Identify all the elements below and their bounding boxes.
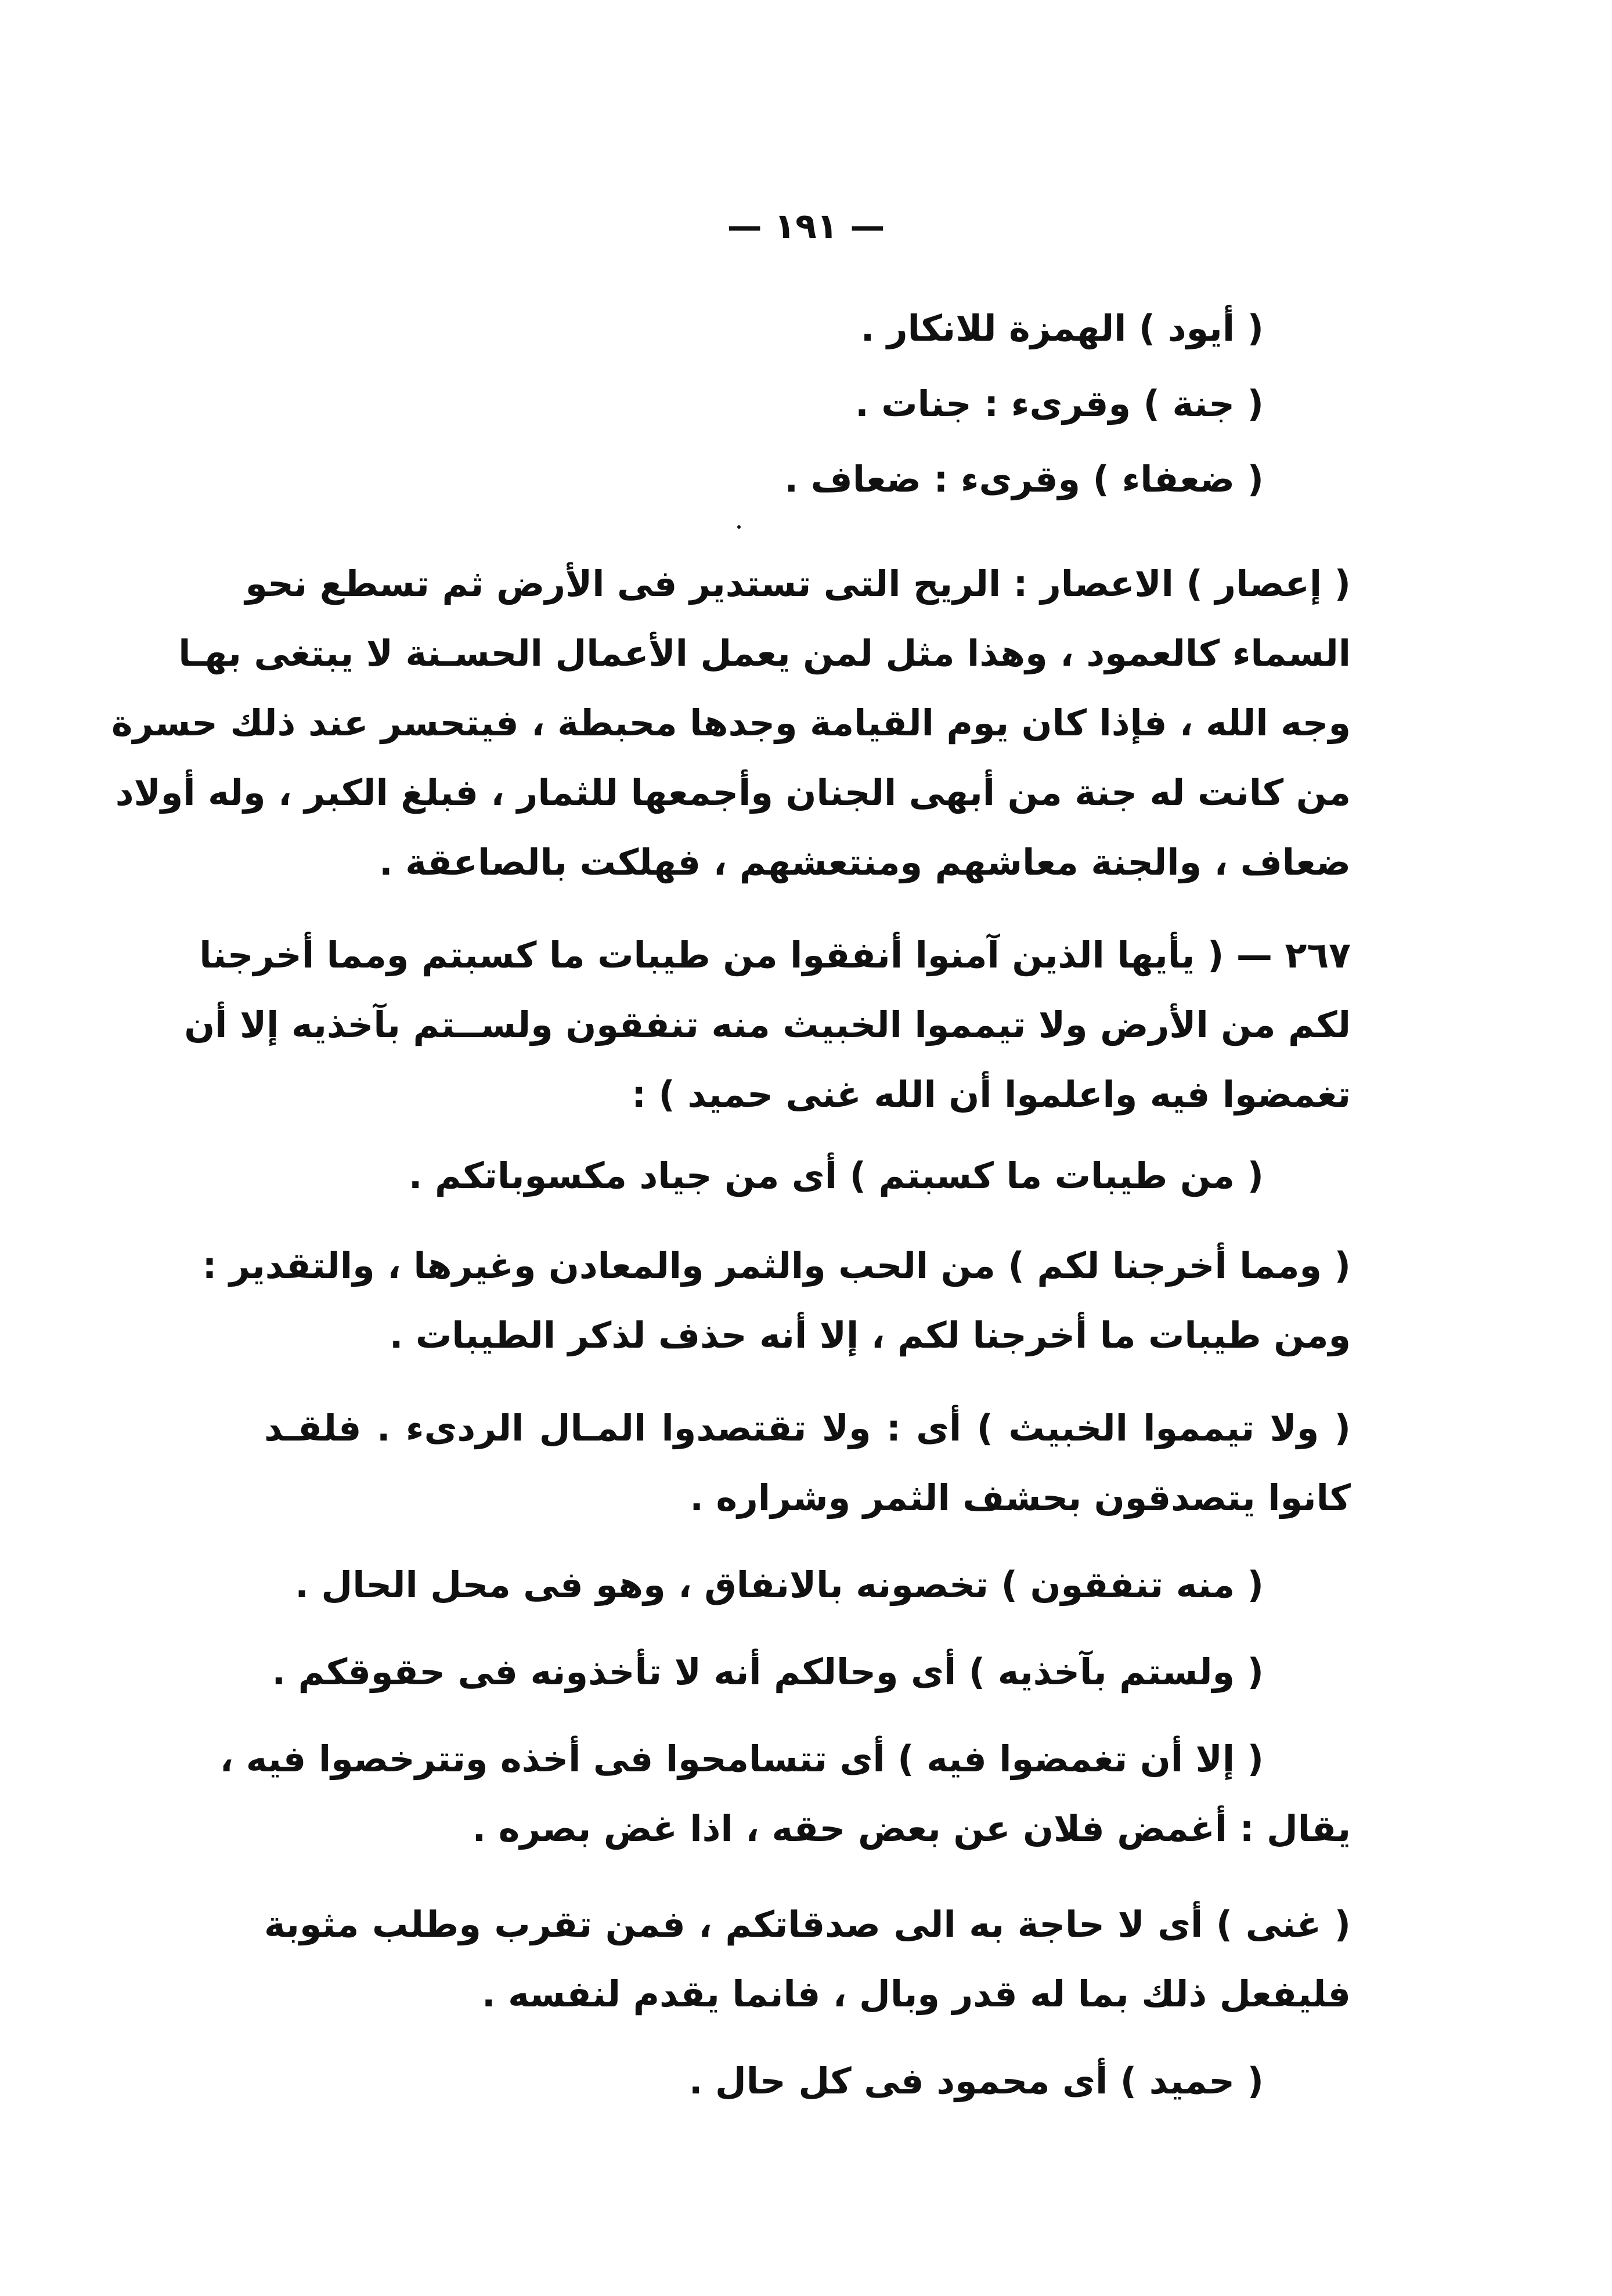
- gloss-line-20: يقال : أغمض فلان عن بعض حقه ، اذا غض بصره .: [472, 1807, 1351, 1850]
- paragraph-line-6: وجه الله ، فإذا كان يوم القيامة وجدها محبطة ، فيتحسر عند ذلك حسرة: [111, 702, 1351, 744]
- gloss-line-17: ( منه تنفقون ) تخصونه بالانفاق ، وهو فى محل الحال .: [295, 1564, 1264, 1606]
- gloss-line-21: ( غنى ) أى لا حاجة به الى صدقاتكم ، فمن تقرب وطلب مثوبة: [264, 1903, 1351, 1945]
- gloss-line-23: ( حميد ) أى محمود فى كل حال .: [688, 2060, 1264, 2102]
- paragraph-line-7: من كانت له جنة من أبهى الجنان وأجمعها للثمار ، فبلغ الكبر ، وله أولاد: [115, 771, 1351, 814]
- gloss-line-14: ومن طيبات ما أخرجنا لكم ، إلا أنه حذف لذكر الطيبات .: [389, 1314, 1351, 1356]
- gloss-line-18: ( ولستم بآخذيه ) أى وحالكم أنه لا تأخذونه فى حقوقكم .: [272, 1651, 1264, 1693]
- gloss-line-2: ( جنة ) وقرىء : جنات .: [855, 382, 1264, 425]
- gloss-line-13: ( ومما أخرجنا لكم ) من الحب والثمر والمعادن وغيرها ، والتقدير :: [202, 1244, 1351, 1287]
- paragraph-line-5: السماء كالعمود ، وهذا مثل لمن يعمل الأعمال الحسـنة لا يبتغى بهـا: [178, 632, 1351, 674]
- gloss-line-16: كانوا يتصدقون بحشف الثمر وشراره .: [690, 1476, 1351, 1519]
- stray-dot: [737, 525, 741, 529]
- gloss-line-22: فليفعل ذلك بما له قدر وبال ، فانما يقدم لنفسه .: [481, 1973, 1351, 2015]
- gloss-line-12: ( من طيبات ما كسبتم ) أى من جياد مكسوباتكم .: [408, 1154, 1264, 1197]
- gloss-line-19: ( إلا أن تغمضوا فيه ) أى تتسامحوا فى أخذه وتترخصوا فيه ،: [219, 1738, 1264, 1780]
- paragraph-line-4: ( إعصار ) الاعصار : الريح التى تستدير فى الأرض ثم تسطع نحو: [245, 562, 1351, 605]
- verse-line-9: ٢٦٧ — ( يأيها الذين آمنوا أنفقوا من طيبات ما كسبتم ومما أخرجنا: [199, 934, 1351, 976]
- verse-line-11: تغمضوا فيه واعلموا أن الله غنى حميد ) :: [632, 1073, 1351, 1115]
- gloss-line-3: ( ضعفاء ) وقرىء : ضعاف .: [784, 458, 1264, 500]
- verse-line-10: لكم من الأرض ولا تيمموا الخبيث منه تنفقون ولســتم بآخذيه إلا أن: [184, 1003, 1351, 1046]
- page-number: — ١٩١ —: [727, 206, 885, 247]
- paragraph-line-8: ضعاف ، والجنة معاشهم ومنتعشهم ، فهلكت بالصاعقة .: [379, 841, 1351, 883]
- gloss-line-1: ( أيود ) الهمزة للانكار .: [860, 307, 1264, 349]
- gloss-line-15: ( ولا تيمموا الخبيث ) أى : ولا تقتصدوا المـال الردىء . فلقـد: [264, 1407, 1351, 1449]
